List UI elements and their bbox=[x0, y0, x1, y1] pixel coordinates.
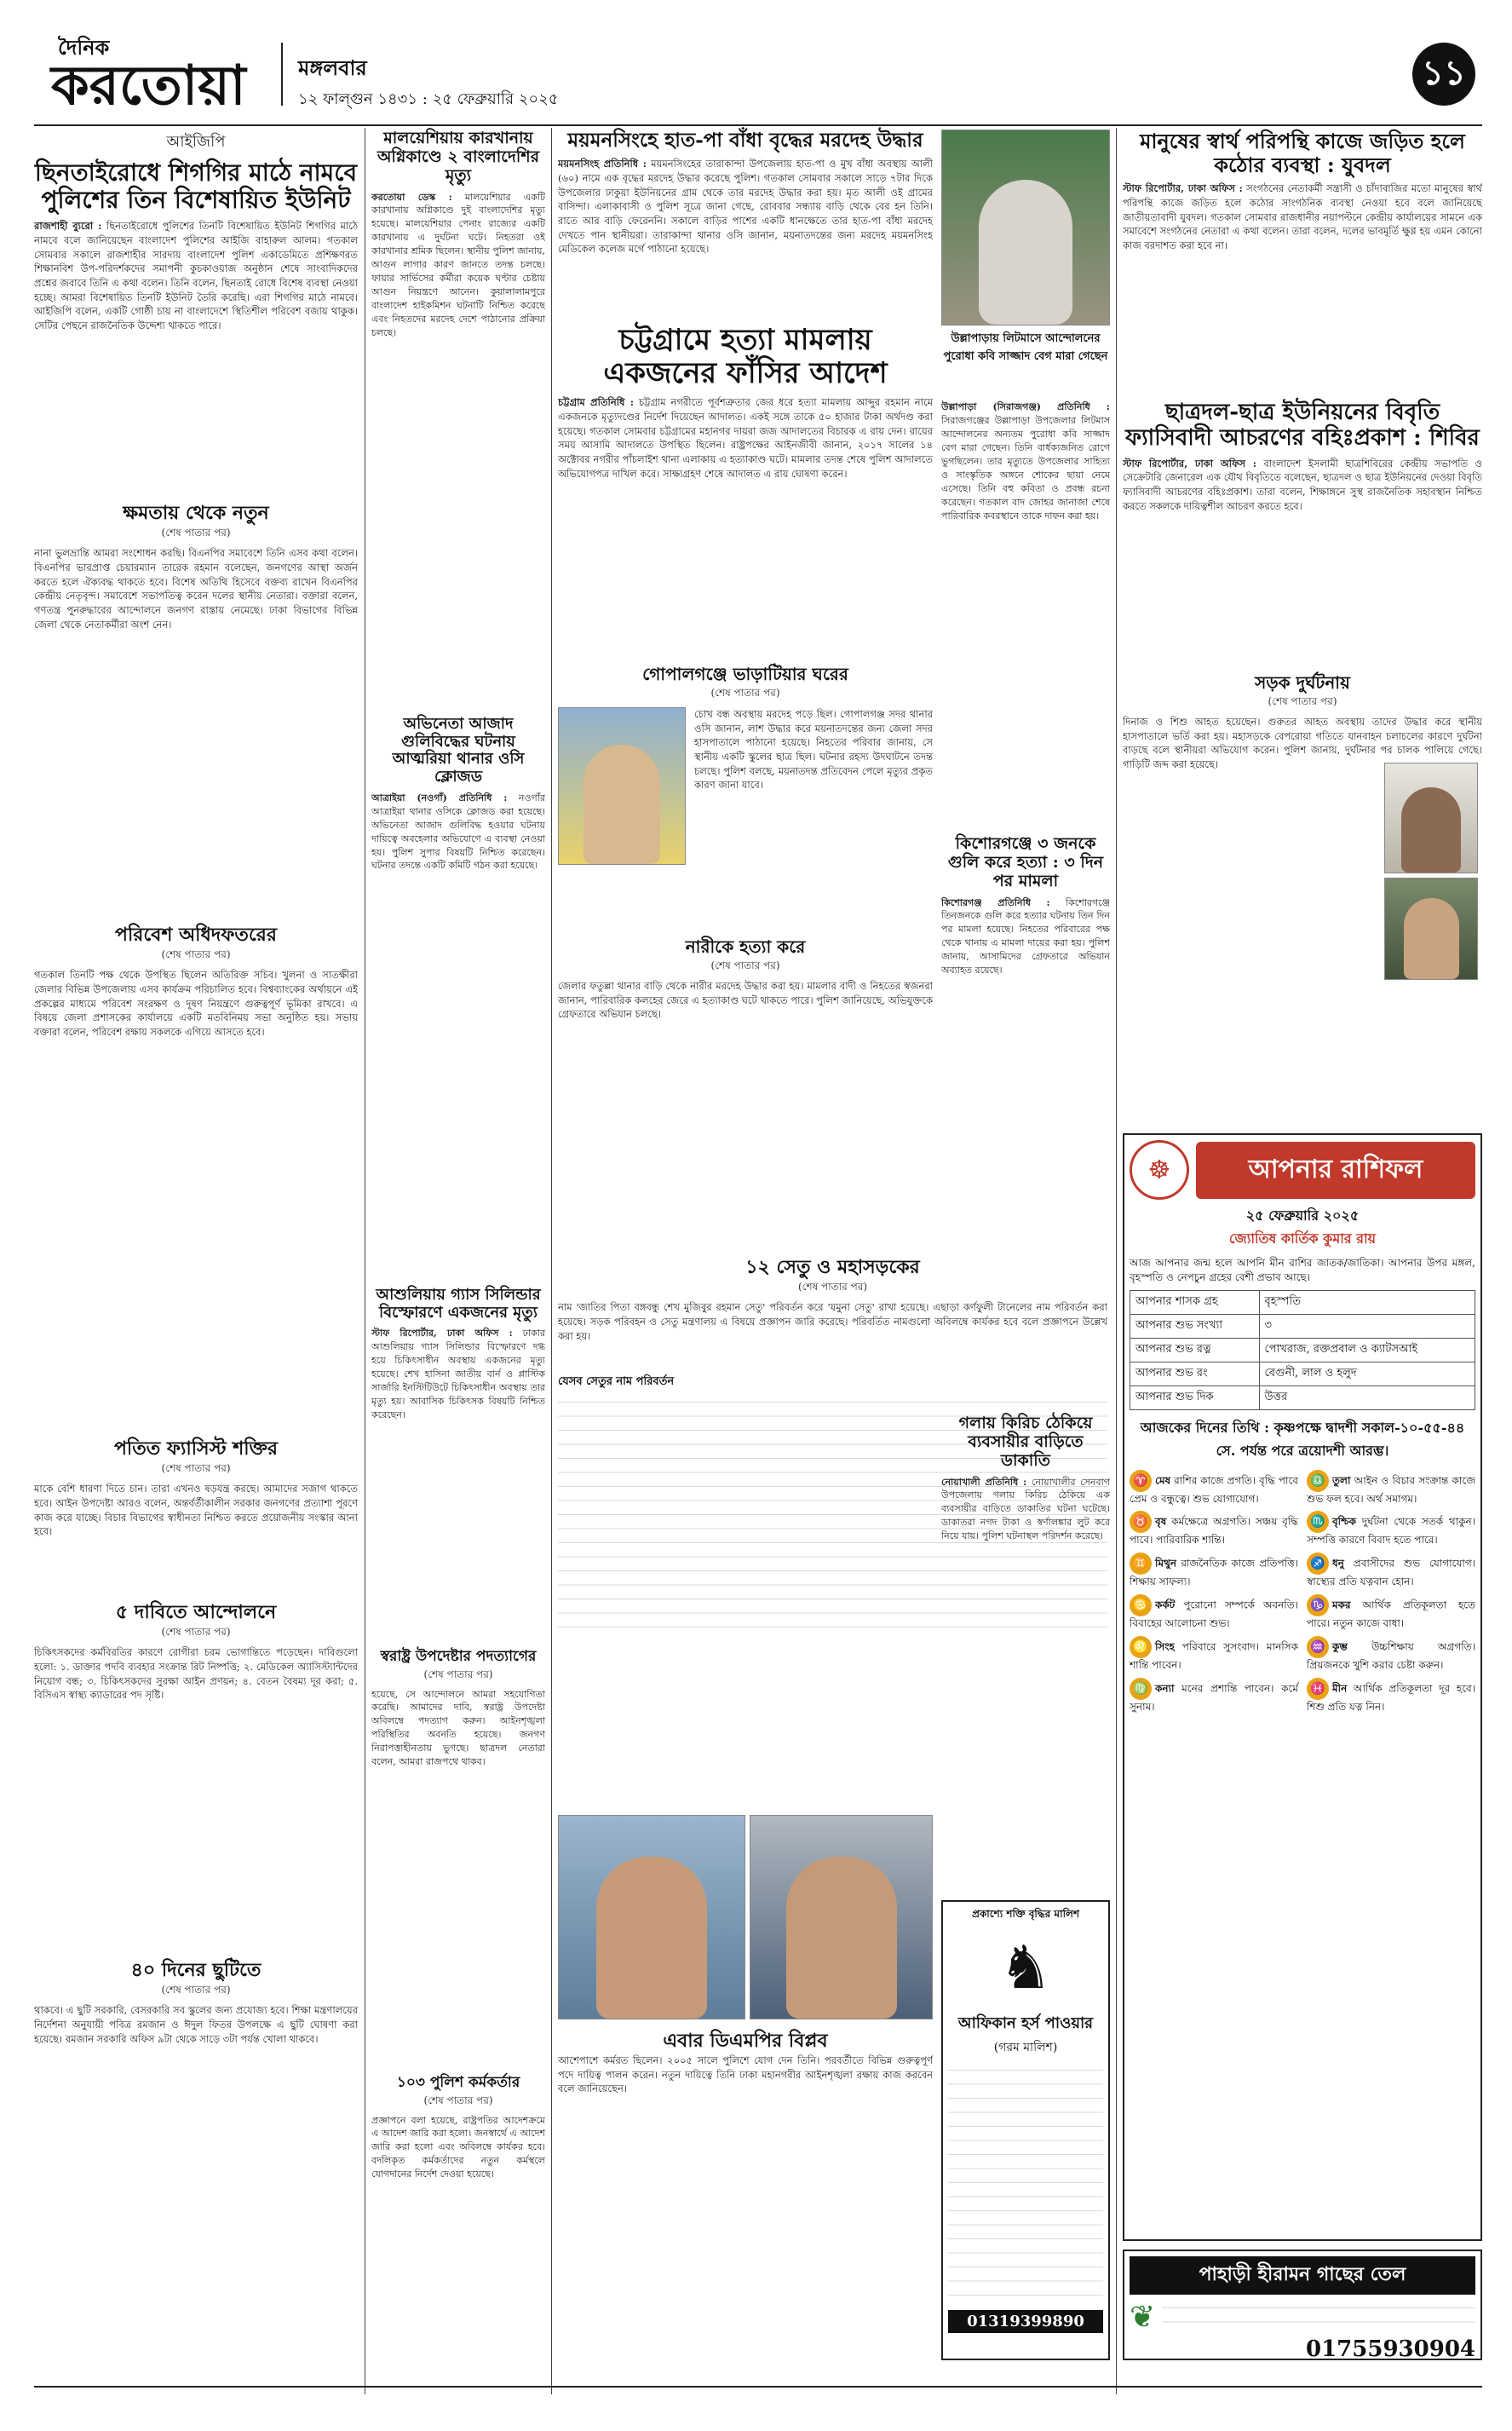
zodiac-item: ♒ কুম্ভ উচ্চশিক্ষায় অগ্রগতি। প্রিয়জনকে খুশি করার চেষ্টা করুন। bbox=[1307, 1636, 1475, 1673]
zodiac-virgo-icon: ♍ bbox=[1130, 1678, 1152, 1700]
article-swarashtra bbox=[371, 1649, 545, 2063]
text-lines bbox=[1162, 2302, 1475, 2333]
dateline: কিশোরগঞ্জ প্রতিনিধি : bbox=[941, 896, 1050, 908]
masthead-date: ১২ ফাল্গুন ১৪৩১ : ২৫ ফেব্রুয়ারি ২০২৫ bbox=[298, 90, 559, 108]
kicker: আইজিপি bbox=[166, 133, 226, 151]
headline: মালয়েশিয়ায় কারখানায় অগ্নিকাণ্ডে ২ বাংলাদেশির মৃত্যু bbox=[377, 129, 540, 185]
photo-boy bbox=[558, 707, 686, 865]
lucky-row: আপনার শুভ সংখ্যা ৩ bbox=[1130, 1314, 1475, 1338]
continued-label: (শেষ পাতার পর) bbox=[423, 2094, 493, 2106]
ad-title: পাহাড়ী হীরামন গাছের তেল bbox=[1130, 2256, 1475, 2295]
headline: ১২ সেতু ও মহাসড়কের bbox=[745, 1256, 920, 1278]
article-chhatradal bbox=[1123, 400, 1482, 661]
article-body: নাম 'জাতির পিতা বঙ্গবন্ধু শেখ মুজিবুর রহমান সেতু' পরিবর্তন করে 'যমুনা সেতু' রাখা হয়েছে। এছাড়া কর্ণফুলী টানেলের নাম পরিবর্তন করা হয়েছে। সড়ক পরিবহন ও সেতু মন্ত্রণালয় এ বিষয়ে প্রজ্ঞাপন জারি করেছে। পরিবর্তিত নামগুলো অবিলম্বে কার্যকর হবে বলে প্রজ্ঞাপনে উল্লেখ করা হয়। bbox=[558, 1301, 1107, 1342]
zodiac-pisces-icon: ♓ bbox=[1307, 1678, 1329, 1700]
text-lines bbox=[948, 2065, 1103, 2303]
zodiac-scorpio-icon: ♏ bbox=[1307, 1511, 1329, 1533]
zodiac-libra-icon: ♎ bbox=[1307, 1470, 1329, 1492]
article-malaysia bbox=[371, 130, 545, 702]
headline: ছাত্রদল-ছাত্র ইউনিয়নের বিবৃতি ফ্যাসিবাদী আচরণের বহিঃপ্রকাশ : শিবির bbox=[1125, 400, 1480, 451]
headline: ক্ষমতায় থেকে নতুন bbox=[123, 502, 269, 524]
horoscope-tithi: আজকের দিনের তিথি : কৃষ্ণপক্ষে দ্বাদশী সকাল-১০-৫৫-৪৪ সে. পর্যন্ত পরে ত্রয়োদশী আরম্ভ। bbox=[1140, 1419, 1465, 1459]
ad-subtitle: (গরম মালিশ) bbox=[993, 2041, 1058, 2054]
photo-officer-2 bbox=[750, 1815, 933, 2019]
article-dabi bbox=[34, 1602, 358, 1986]
zodiac-leo-icon: ♌ bbox=[1130, 1636, 1152, 1658]
lucky-row: আপনার শুভ দিক উত্তর bbox=[1130, 1385, 1475, 1409]
zodiac-item: ♈ মেষ রাশির কাজে প্রগতি। বৃদ্ধি পাবে প্রেম ও বন্ধুত্বে। শুভ যোগাযোগ। bbox=[1130, 1470, 1298, 1506]
ad-phone: 01319399890 bbox=[948, 2310, 1103, 2333]
dateline: করতোয়া ডেস্ক : bbox=[371, 191, 452, 203]
ad-afikan bbox=[941, 1900, 1110, 2360]
footer-rule bbox=[34, 2386, 1482, 2388]
page-number: ১১ bbox=[1412, 43, 1475, 106]
continued-label: (শেষ পাতার পর) bbox=[423, 1668, 493, 1680]
headline: সড়ক দুর্ঘটনায় bbox=[1255, 672, 1350, 693]
article-body: মাকে বেশি ধারণা দিতে চান। তারা এখনও ষড়যন্ত্র করছে। আমাদের সজাগ থাকতে হবে। আইন উপদেষ্টা আরও বলেন, অন্তর্বর্তীকালীন সরকার জনগণের প্রত্যাশা পূরণে কাজ করে যাচ্ছে। বিচার বিভাগের স্বাধীনতা নিশ্চিত করতে প্রয়োজনীয় সংস্কার আনা হবে। bbox=[34, 1483, 358, 1538]
article-body: থাকবে। এ ছুটি সরকারি, বেসরকারি সব স্কুলের জন্য প্রযোজ্য হবে। শিক্ষা মন্ত্রণালয়ের নির্দেশনা অনুযায়ী পবিত্র রমজান ও ঈদুল ফিতর উপলক্ষে এ ছুটি ঘোষণা করা হয়েছে। রমজান সরকারি অফিস ৯টা থেকে সাড়ে ৩টা পর্যন্ত খোলা থাকবে। bbox=[34, 2004, 358, 2045]
zodiac-cancer-icon: ♋ bbox=[1130, 1594, 1152, 1616]
article-poribesh bbox=[34, 925, 358, 1466]
photo-youth bbox=[1384, 878, 1478, 980]
dateline: স্টাফ রিপোর্টার, ঢাকা অফিস : bbox=[1123, 457, 1257, 469]
zodiac-grid bbox=[1130, 1470, 1475, 1714]
article-body: গতকাল তিনটি পক্ষ থেকে উপস্থিত ছিলেন অতিরিক্ত সচিব। খুলনা ও সাতক্ষীরা জেলার বিভিন্ন উপজেলায় এসব কার্যক্রম পরিচালিত হবে। বিশ্বব্যাংকের অর্থায়নে এই প্রকল্পের মাধ্যমে পরিবেশ সংরক্ষণ ও দূষণ নিয়ন্ত্রণে গুরুত্বপূর্ণ ভূমিকা রাখবে। এ বিষয়ে জেলা প্রশাসকের কার্যালয়ে একটি মতবিনিময় সভা অনুষ্ঠিত হয়। সভায় বক্তারা বলেন, পরিবেশ রক্ষায় সকলকে এগিয়ে আসতে হবে। bbox=[34, 969, 358, 1038]
article-igp bbox=[34, 130, 358, 432]
article-body: চিকিৎসকদের কর্মবিরতির কারণে রোগীরা চরম ভোগান্তিতে পড়েছেন। দাবিগুলো হলো: ১. ডাক্তার পদবি ব্যবহার সংক্রান্ত রিট নিষ্পত্তি; ২. মেডিকেল অ্যাসিস্ট্যান্টদের নিয়োগ বন্ধ; ৩. চিকিৎসকদের সুরক্ষা আইন প্রণয়ন; ৪. বেতন বৈষম্য দূর করা; ৫. বিসিএস স্বাস্থ্য ক্যাডারের পদ সৃষ্টি। bbox=[34, 1646, 358, 1702]
headline: ছিনতাইরোধে শিগগির মাঠে নামবে পুলিশের তিন বিশেষায়িত ইউনিট bbox=[34, 158, 358, 215]
column-rule bbox=[1116, 128, 1117, 2394]
article-gopalganj bbox=[558, 665, 933, 706]
zodiac-item: ♍ কন্যা মনের প্রশান্তি পাবেন। কর্মে সুনাম। bbox=[1130, 1678, 1298, 1714]
zodiac-capricorn-icon: ♑ bbox=[1307, 1594, 1329, 1616]
masthead-day: মঙ্গলবার bbox=[298, 55, 367, 80]
lucky-row: আপনার শুভ রং বেগুনী, লাল ও হলুদ bbox=[1130, 1362, 1475, 1385]
article-body: চোখ বন্ধ অবস্থায় মরদেহ পড়ে ছিল। গোপালগঞ্জ সদর থানার ওসি জানান, লাশ উদ্ধার করে ময়নাতদন্তের জন্য জেলা সদর হাসপাতালে পাঠানো হয়েছে। নিহতের পরিবার জানায়, সে স্থানীয় একটি স্কুলের ছাত্র ছিল। ঘটনার রহস্য উদঘাটনে তদন্ত চলছে। পুলিশ বলছে, ময়নাতদন্ত প্রতিবেদন পেলে মৃত্যুর প্রকৃত কারণ জানা যাবে। bbox=[694, 708, 933, 792]
article-body: ঢাকার আশুলিয়ায় গ্যাস সিলিন্ডার বিস্ফোরণে দগ্ধ হয়ে চিকিৎসাধীন অবস্থায় একজনের মৃত্যু হয়েছে। শেখ হাসিনা জাতীয় বার্ন ও প্লাস্টিক সার্জারি ইনস্টিটিউটে চিকিৎসাধীন অবস্থায় তার মৃত্যু হয়। আবাসিক চিকিৎসক বিষয়টি নিশ্চিত করেছেন। bbox=[371, 1328, 545, 1420]
masthead-rule bbox=[34, 124, 1482, 126]
headline: নারীকে হত্যা করে bbox=[685, 936, 806, 957]
zodiac-wheel-icon: ☸ bbox=[1130, 1140, 1189, 1200]
article-chattogram bbox=[558, 324, 933, 642]
headline: আশুলিয়ায় গ্যাস সিলিন্ডার বিস্ফোরণে একজনের মৃত্যু bbox=[376, 1286, 541, 1322]
article-mymensingh bbox=[558, 130, 933, 303]
article-body: নানা ভুলভ্রান্তি আমরা সংশোধন করছি। বিএনপির সমাবেশে তিনি এসব কথা বলেন। বিএনপির ভারপ্রাপ্ত চেয়ারম্যান তারেক রহমান বলেছেন, জনগণের আস্থা অর্জন করতে হলে ঐক্যবদ্ধ থাকতে হবে। বিশেষ অতিথি হিসেবে বক্তব্য রাখেন বিএনপির কেন্দ্রীয় নেতৃবৃন্দ। সমাবেশে সভাপতিত্ব করেন দলের স্থানীয় নেতারা। বক্তারা বলেন, গণতন্ত্র পুনরুদ্ধারের আন্দোলনে জনগণ রাস্তায় নেমেছে। ঢাকা বিভাগের বিভিন্ন জেলা থেকে নেতাকর্মীরা অংশ নেন। bbox=[34, 547, 358, 631]
article-kishoreganj bbox=[941, 835, 1110, 1297]
article-ullapara bbox=[941, 400, 1110, 827]
photo-caption: এবার ডিএমপির বিপ্লব bbox=[663, 2030, 828, 2052]
dateline: স্টাফ রিপোর্টার, ঢাকা অফিস : bbox=[1123, 182, 1243, 195]
person-silhouette bbox=[596, 1857, 707, 2019]
article-body: কিশোরগঞ্জে তিনজনকে গুলি করে হত্যার ঘটনায় তিন দিন পর মামলা হয়েছে। নিহতের পরিবারের পক্ষ থেকে থানায় এ মামলা দায়ের করা হয়। পুলিশ জানায়, আসামিদের গ্রেফতারে অভিযান অব্যাহত রয়েছে। bbox=[941, 896, 1110, 976]
headline: ৫ দাবিতে আন্দোলনে bbox=[115, 1601, 277, 1623]
headline: চট্টগ্রামে হত্যা মামলায় একজনের ফাঁসির আদেশ bbox=[603, 323, 888, 391]
zodiac-item: ♌ সিংহ পরিবারে সুসংবাদ। মানসিক শান্তি পাবেন। bbox=[1130, 1636, 1298, 1673]
article-potito bbox=[34, 1438, 358, 1627]
article-body: ময়মনসিংহের তারাকান্দা উপজেলায় হাত-পা ও মুখ বাঁধা অবস্থায় আলী (৬০) নামে এক বৃদ্ধের মরদেহ উদ্ধার করেছে পুলিশ। গতকাল সোমবার সকালে সাড়ে ৭টার দিকে উপজেলার ঢাকুয়া ইউনিয়নের গ্রাম থেকে তার মরদেহ উদ্ধার করা হয়। মৃত আলী ওই গ্রামের বাসিন্দা। এলাকাবাসী ও পুলিশ সূত্রে জানা গেছে, রোববার সন্ধ্যায় বাড়ি থেকে বের হন তিনি। রাতে আর বাড়ি ফেরেননি। সকালে বাড়ির পাশের একটি ধানক্ষেতে তার হাত-পা বাঁধা মরদেহ দেখতে পান স্থানীয়রা। তারাকান্দা থানার ওসি জানান, ময়নাতদন্তের জন্য মরদেহ ময়মনসিংহ মেডিকেল কলেজ মর্গে পাঠানো হয়েছে। bbox=[558, 158, 933, 256]
headline: কিশোরগঞ্জে ৩ জনকে গুলি করে হত্যা : ৩ দিন পর মামলা bbox=[947, 834, 1104, 890]
continued-label: (শেষ পাতার পর) bbox=[710, 959, 780, 971]
headline: ময়মনসিংহে হাত-পা বাঁধা বৃদ্ধের মরদেহ উদ্ধার bbox=[567, 129, 923, 152]
article-body: প্রজ্ঞাপনে বলা হয়েছে, রাষ্ট্রপতির আদেশক্রমে এ আদেশ জারি করা হলো। জনস্বার্থে এ আদেশ জারি করা হলো এবং অবিলম্বে কার্যকর হবে। বদলিকৃত কর্মকর্তাদের নতুন কর্মস্থলে যোগদানের নির্দেশ দেওয়া হয়েছে। bbox=[371, 2114, 545, 2180]
masthead-brand-top: দৈনিক bbox=[58, 35, 110, 60]
continued-label: (শেষ পাতার পর) bbox=[161, 948, 231, 961]
article-gas bbox=[371, 1287, 545, 1638]
article-police103 bbox=[371, 2075, 545, 2387]
headline: গোপালগঞ্জে ভাড়াটিয়ার ঘরের bbox=[642, 664, 848, 684]
zodiac-item: ♋ কর্কট পুরোনো সম্পর্কে অবনতি। বিবাহের আলোচনা শুভ। bbox=[1130, 1594, 1298, 1631]
headline: মানুষের স্বার্থ পরিপন্থি কাজে জড়িত হলে কঠোর ব্যবস্থা : যুবদল bbox=[1140, 129, 1465, 177]
article-body: নওগাঁর আত্রাইয়া থানার ওসিকে ক্লোজড করা হয়েছে। অভিনেতা আজাদ গুলিবিদ্ধ হওয়ার ঘটনায় দায়িত্বে অবহেলার অভিযোগে এ ব্যবস্থা নেওয়া হয়। পুলিশ সুপার বিষয়টি নিশ্চিত করেছেন। ঘটনার তদন্তে একটি কমিটি গঠন করা হয়েছে। bbox=[371, 792, 545, 872]
article-nari bbox=[558, 937, 933, 1264]
article-body: জেলার ফতুল্লা থানার বাড়ি থেকে নারীর মরদেহ উদ্ধার করা হয়। মামলার বাদী ও নিহতের স্বজনরা জানান, পারিবারিক কলহের জেরে এ হত্যাকাণ্ড ঘটে থাকতে পারে। পুলিশ জানিয়েছে, অভিযুক্তকে গ্রেফতারে অভিযান চলছে। bbox=[558, 980, 933, 1021]
person-silhouette bbox=[786, 1857, 897, 2019]
ad-phone: 01755930904 bbox=[1306, 2336, 1475, 2360]
article-body: নোয়াখালীর সেনবাগ উপজেলায় গলায় কিরিচ ঠেকিয়ে এক ব্যবসায়ীর বাড়িতে ডাকাতির ঘটনা ঘটেছে। ডাকাতরা নগদ টাকা ও স্বর্ণালঙ্কার লুট করে নিয়ে যায়। পুলিশ ঘটনাস্থল পরিদর্শন করেছে। bbox=[941, 1476, 1110, 1542]
dateline: আত্রাইয়া (নওগাঁ) প্রতিনিধি : bbox=[371, 792, 508, 804]
lucky-row: আপনার শুভ রত্ন পোখরাজ, রক্তপ্রবাল ও ক্যাটসআই bbox=[1130, 1338, 1475, 1362]
photo-man bbox=[1384, 763, 1478, 873]
article-jubodal bbox=[1123, 130, 1482, 403]
ad-title: আফিকান হর্স পাওয়ার bbox=[957, 2014, 1094, 2032]
dateline: নোয়াখালী প্রতিনিধি : bbox=[941, 1476, 1027, 1488]
person-silhouette bbox=[979, 180, 1072, 325]
zodiac-item: ♎ তুলা আইন ও বিচার সংক্রান্ত কাজে শুভ ফল হবে। অর্থ সমাগম। bbox=[1307, 1470, 1475, 1506]
person-silhouette bbox=[1404, 898, 1459, 979]
continued-label: (শেষ পাতার পর) bbox=[710, 687, 780, 699]
article-kirich bbox=[941, 1414, 1110, 1953]
headline: অভিনেতা আজাদ গুলিবিদ্ধের ঘটনায় আত্মরিয়া থানার ওসি ক্লোজড bbox=[392, 715, 525, 786]
zodiac-item: ♏ বৃশ্চিক দুর্ঘটনা থেকে সতর্ক থাকুন। সম্পত্তি কারণে বিবাদ হতে পারে। bbox=[1307, 1511, 1475, 1547]
continued-label: (শেষ পাতার পর) bbox=[161, 1462, 231, 1475]
horoscope-author: জ্যোতিষ কার্তিক কুমার রায় bbox=[1228, 1230, 1377, 1247]
masthead-logo: করতোয়া bbox=[51, 54, 246, 118]
dateline: চট্টগ্রাম প্রতিনিধি : bbox=[558, 396, 634, 409]
masthead bbox=[34, 24, 1482, 118]
article-body: সংগঠনের নেতাকর্মী সন্ত্রাসী ও চাঁদাবাজির মতো মানুষের স্বার্থ পরিপন্থি কাজে জড়িত হলে কঠোর সাংগঠনিক ব্যবস্থা নেওয়া হবে বলে জানিয়েছে জাতীয়তাবাদী যুবদল। গতকাল সোমবার রাজধানীর নয়াপল্টনে কেন্দ্রীয় কার্যালয়ের সামনে এক সমাবেশে সংগঠনের নেতারা এ কথা বলেন। তারা বলেন, দলের ভাবমূর্তি ক্ষুণ্ণ হয় এমন কোনো কাজ বরদাশত করা হবে না। bbox=[1123, 182, 1482, 251]
continued-label: (শেষ পাতার পর) bbox=[161, 527, 231, 539]
zodiac-taurus-icon: ♉ bbox=[1130, 1511, 1152, 1533]
article-body: চট্টগ্রাম নগরীতে পূর্বশত্রুতার জের ধরে হত্যা মামলায় আব্দুর রহমান নামে একজনকে মৃত্যুদণ্ডের নির্দেশ দিয়েছেন আদালত। একই সঙ্গে তাকে ৫০ হাজার টাকা অর্থদণ্ড করা হয়েছে। গতকাল সোমবার চট্টগ্রামের মহানগর দায়রা জজ আদালতের বিচারক এ রায় দেন। রায়ের সময় আসামি আদালতে উপস্থিত ছিলেন। রাষ্ট্রপক্ষের আইনজীবী জানান, ২০১৭ সালের ১৪ অক্টোবর নগরীর পাঁচলাইশ থানা এলাকায় এ হত্যাকাণ্ড ঘটে। মামলার তদন্ত শেষে পুলিশ আদালতে অভিযোগপত্র দাখিল করে। সাক্ষ্যগ্রহণ শেষে আদালত এ রায় ঘোষণা করেন। bbox=[558, 396, 933, 480]
lucky-table bbox=[1130, 1290, 1475, 1410]
zodiac-item: ♐ ধনু প্রবাসীদের শুভ যোগাযোগ। স্বাস্থ্যের প্রতি যত্নবান হোন। bbox=[1307, 1552, 1475, 1589]
zodiac-gemini-icon: ♊ bbox=[1130, 1552, 1152, 1575]
zodiac-item: ♓ মীন আর্থিক প্রতিকূলতা দূর হবে। শিশু প্রতি যত্ন নিন। bbox=[1307, 1678, 1475, 1714]
ad-pahari bbox=[1123, 2250, 1482, 2360]
ad-note: প্রকাশ্যে শক্তি বৃদ্ধির মালিশ bbox=[971, 1908, 1080, 1920]
headline: ১০৩ পুলিশ কর্মকর্তার bbox=[396, 2074, 520, 2091]
leaf-icon: ❦ bbox=[1130, 2300, 1156, 2335]
article-body: হয়েছে, সে আন্দোলনে আমরা সহযোগিতা করেছি। আমাদের দাবি, স্বরাষ্ট্র উপদেষ্টা অবিলম্বে পদত্যাগ করুন। আইনশৃঙ্খলা পরিস্থিতির অবনতি হয়েছে। জনগণ নিরাপত্তাহীনতায় ভুগছে। ছাত্রদল নেতারা বলেন, আমরা রাজপথে থাকব। bbox=[371, 1688, 545, 1768]
person-silhouette bbox=[584, 745, 660, 864]
article-azad bbox=[371, 716, 545, 1311]
article-body: দিনাজ ও শিশু আহত হয়েছেন। গুরুতর আহত অবস্থায় তাদের উদ্ধার করে স্থানীয় হাসপাতালে ভর্তি করা হয়। মহাসড়কে বেপরোয়া গতিতে যানবাহন চলাচলের কারণে দুর্ঘটনা বাড়ছে বলে স্থানীয়রা অভিযোগ করেন। পুলিশ জানায়, দুর্ঘটনার পর চালক পালিয়ে গেছে। গাড়িটি জব্দ করা হয়েছে। bbox=[1123, 716, 1482, 771]
headline: স্বরাষ্ট্র উপদেষ্টার পদত্যাগের bbox=[380, 1648, 537, 1665]
column-rule bbox=[551, 128, 552, 2394]
continued-label: (শেষ পাতার পর) bbox=[1268, 695, 1337, 707]
person-silhouette bbox=[1401, 787, 1461, 873]
horoscope-title: আপনার রাশিফল bbox=[1196, 1142, 1475, 1199]
photo-officer-1 bbox=[558, 1815, 745, 2019]
article-body: বাংলাদেশ ইসলামী ছাত্রশিবিরের কেন্দ্রীয় সভাপতি ও সেক্রেটারি জেনারেল এক যৌথ বিবৃতিতে বলেছেন, ছাত্রদল ও ছাত্র ইউনিয়নের দেওয়া বিবৃতি ফ্যাসিবাদী আচরণের বহিঃপ্রকাশ। তারা বলেন, শিক্ষাঙ্গনে সুস্থ রাজনৈতিক সহাবস্থান নিশ্চিত করতে সকলকে দায়িত্বশীল আচরণ করতে হবে। bbox=[1123, 457, 1482, 512]
photo-kobi bbox=[941, 130, 1110, 325]
photo-caption: উল্লাপাড়ায় লিটমাসে আন্দোলনের পুরোধা কবি সাজ্জাদ বেগ মারা গেছেন bbox=[943, 332, 1108, 363]
article-body: সিরাজগঞ্জের উল্লাপাড়া উপজেলার লিটমাস আন্দোলনের অন্যতম পুরোধা কবি সাজ্জাদ বেগ মারা গেছেন। তিনি বার্ধক্যজনিত রোগে ভুগছিলেন। তার মৃত্যুতে উপজেলার সাহিত্য ও সাংস্কৃতিক অঙ্গনে শোকের ছায়া নেমে এসেছে। তিনি বহু কবিতা ও প্রবন্ধ রচনা করেছেন। গতকাল বাদ জোহর জানাজা শেষে পারিবারিক কবরস্থানে তাকে দাফন করা হয়। bbox=[941, 414, 1110, 521]
headline: পতিত ফ্যাসিস্ট শক্তির bbox=[114, 1437, 278, 1460]
continued-label: (শেষ পাতার পর) bbox=[797, 1281, 868, 1293]
headline: পরিবেশ অধিদফতরের bbox=[115, 924, 277, 946]
article-body: মালয়েশিয়ার একটি কারখানায় অগ্নিকাণ্ডে দুই বাংলাদেশির মৃত্যু হয়েছে। মালয়েশিয়ার পেনাং রাজ্যের একটি কারখানায় এ দুর্ঘটনা ঘটে। নিহতরা ওই কারখানার শ্রমিক ছিলেন। স্থানীয় পুলিশ জানায়, আগুন লাগার কারণ জানতে তদন্ত চলছে। ফায়ার সার্ভিসের কর্মীরা কয়েক ঘণ্টার চেষ্টায় আগুন নিয়ন্ত্রণে আনেন। কুয়ালালামপুরে বাংলাদেশ হাইকমিশন ঘটনাটি নিশ্চিত করেছে এবং নিহতদের মরদেহ দেশে পাঠানোর প্রক্রিয়া চলছে। bbox=[371, 191, 545, 338]
zodiac-sagittarius-icon: ♐ bbox=[1307, 1552, 1329, 1575]
dateline: স্টাফ রিপোর্টার, ঢাকা অফিস : bbox=[371, 1328, 513, 1339]
zodiac-item: ♑ মকর আর্থিক প্রতিকূলতা হতে পারে। নতুন কাজে বাধা। bbox=[1307, 1594, 1475, 1631]
zodiac-aries-icon: ♈ bbox=[1130, 1470, 1152, 1492]
article-body: ছিনতাইরোধে পুলিশের তিনটি বিশেষায়িত ইউনিট শিগগির মাঠে নামবে বলে জানিয়েছেন বাংলাদেশ পুলিশের আইজি বাহারুল আলম। গতকাল সোমবার সকালে রাজশাহীর সারদায় বাংলাদেশ পুলিশ একাডেমিতে প্রশিক্ষণরত শিক্ষানবিশ উপ-পরিদর্শকদের সমাপনী কুচকাওয়াজ অনুষ্ঠান শেষে সাংবাদিকদের প্রশ্নের জবাবে তিনি এ কথা বলেন। তিনি বলেন, ছিনতাই রোধে বিশেষ ব্যবস্থা নেওয়া হচ্ছে। আমরা বিশেষায়িত তিনটি ইউনিট তৈরি করেছি। এরা শিগগির মাঠে নামবে। আইজিপি বলেন, একটি গোষ্ঠী চায় না বাংলাদেশে স্থিতিশীল পরিবেশ বজায় থাকুক। সেটির পেছনে রাজনৈতিক উদ্দেশ্য থাকতে পারে। bbox=[34, 220, 358, 332]
dateline: উল্লাপাড়া (সিরাজগঞ্জ) প্রতিনিধি : bbox=[941, 401, 1110, 412]
lucky-row: আপনার শাসক গ্রহ বৃহস্পতি bbox=[1130, 1290, 1475, 1314]
article-kkhomota bbox=[34, 503, 358, 887]
dateline: রাজশাহী ব্যুরো : bbox=[34, 220, 102, 233]
horoscope-intro: আজ আপনার জন্ম হলে আপনি মীন রাশির জাতক/জাতিকা। আপনার উপর মঙ্গল, বৃহস্পতি ও নেপচুন গ্রহের বেশী প্রভাব আছে। bbox=[1130, 1257, 1475, 1283]
continued-label: (শেষ পাতার পর) bbox=[161, 1984, 231, 1996]
zodiac-aquarius-icon: ♒ bbox=[1307, 1636, 1329, 1658]
masthead-divider bbox=[281, 43, 283, 106]
zodiac-item: ♊ মিথুন রাজনৈতিক কাজে প্রতিপত্তি। শিক্ষায় সাফল্য। bbox=[1130, 1552, 1298, 1589]
horse-icon: ♞ bbox=[998, 1933, 1053, 2002]
headline: ৪০ দিনের ছুটিতে bbox=[130, 1959, 262, 1981]
article-chhuti bbox=[34, 1960, 358, 2404]
dateline: ময়মনসিংহ প্রতিনিধি : bbox=[558, 158, 647, 170]
continued-label: (শেষ পাতার পর) bbox=[161, 1626, 231, 1639]
subhead: যেসব সেতুর নাম পরিবর্তন bbox=[558, 1375, 675, 1389]
horoscope-date: ২৫ ফেব্রুয়ারি ২০২৫ bbox=[1245, 1207, 1360, 1224]
headline: গলায় কিরিচ ঠেকিয়ে ব্যবসায়ীর বাড়িতে ডাকাতি bbox=[958, 1414, 1093, 1470]
horoscope-box bbox=[1123, 1133, 1482, 2241]
article-body: আশেপাশে কর্মরত ছিলেন। ২০০৫ সালে পুলিশে যোগ দেন তিনি। পরবর্তীতে বিভিন্ন গুরুত্বপূর্ণ পদে দায়িত্ব পালন করেন। নতুন দায়িত্বে তিনি ঢাকা মহানগরীর আইনশৃঙ্খলা রক্ষায় কাজ করবেন বলে জানিয়েছেন। bbox=[558, 2054, 933, 2095]
zodiac-item: ♉ বৃষ কর্মক্ষেত্রে অগ্রগতি। সঞ্চয় বৃদ্ধি পাবে। পারিবারিক শান্তি। bbox=[1130, 1511, 1298, 1547]
